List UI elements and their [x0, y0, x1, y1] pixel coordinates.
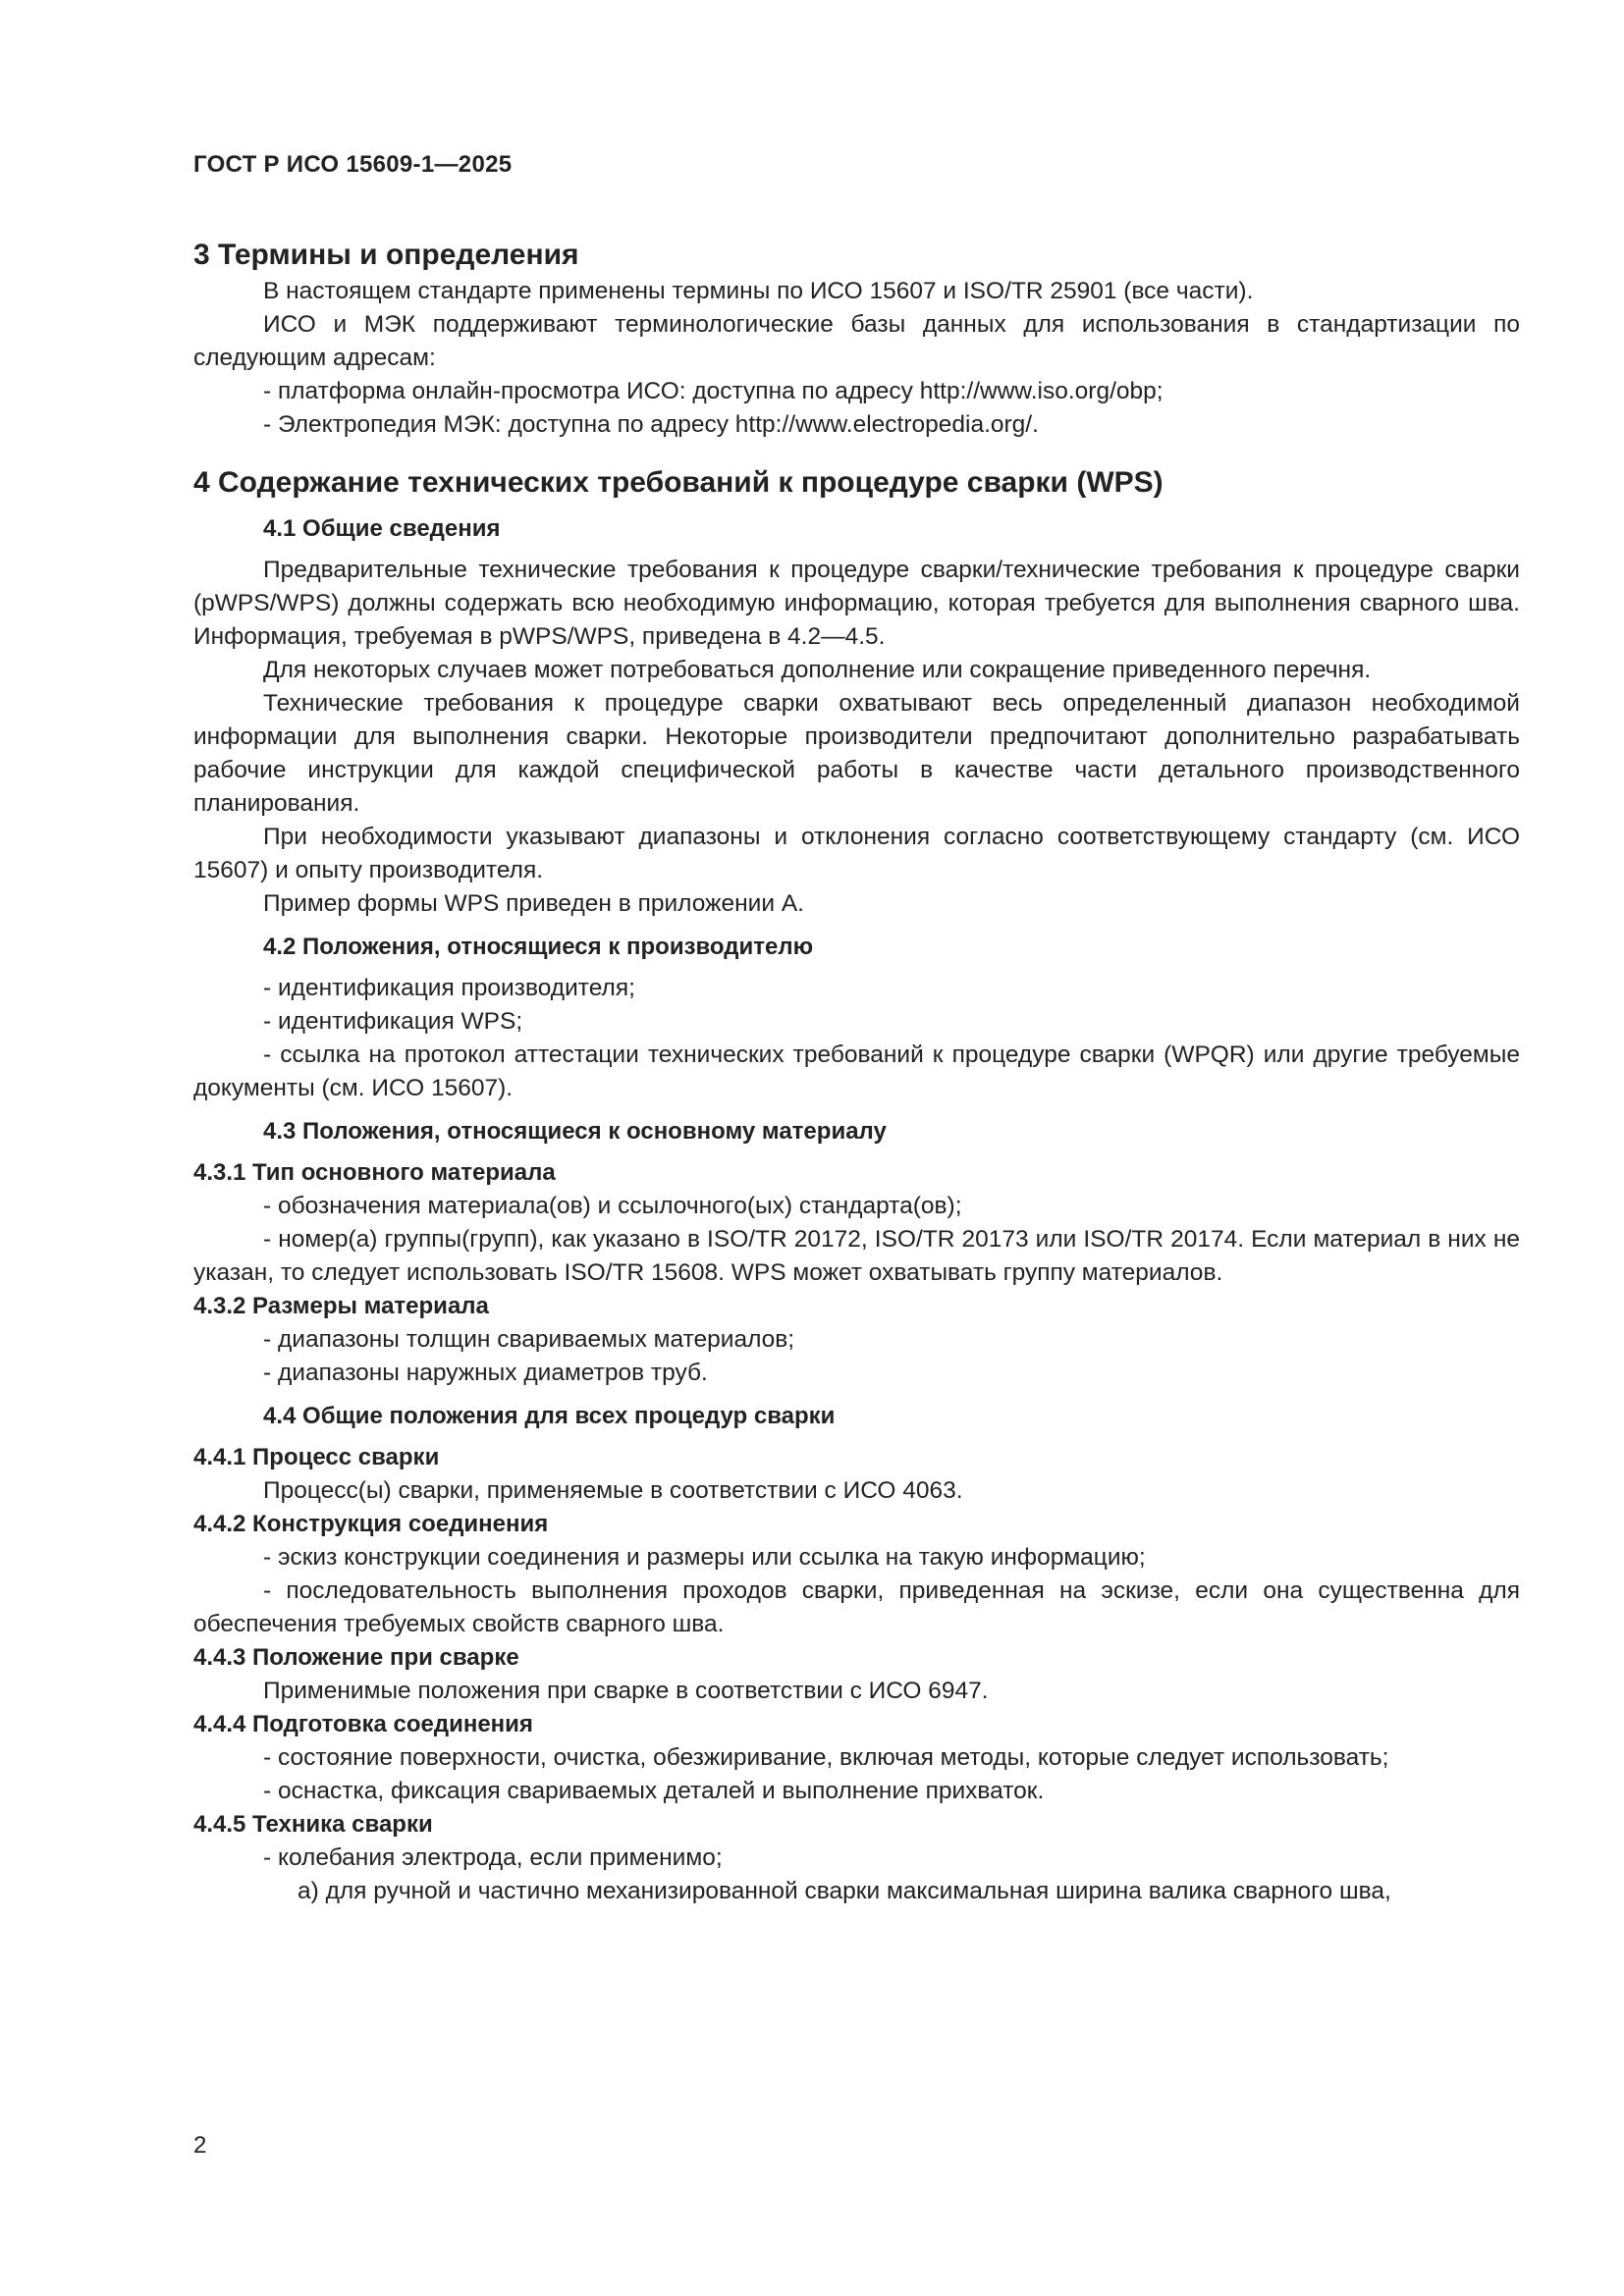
section-3-heading: 3 Термины и определения: [193, 239, 579, 271]
paragraph: Технические требования к процедуре сварки охватывают весь определенный диапазон необходимой информации для выполнения сварки. Некоторые производители предпочитают дополнительно разрабатывать рабочие инструкции для каждой специфической работы в качестве части детального производственного планирования.: [193, 690, 1520, 817]
section-4-3-heading: 4.3 Положения, относящиеся к основному материалу: [263, 1118, 887, 1145]
paragraph: Для некоторых случаев может потребоваться дополнение или сокращение приведенного перечня.: [263, 657, 1372, 683]
list-item: - последовательность выполнения проходов сварки, приведенная на эскизе, если она существенна для обеспечения требуемых свойств сварного шва.: [193, 1577, 1520, 1637]
section-4-4-1-heading: 4.4.1 Процесс сварки: [193, 1444, 440, 1470]
document-body: [193, 236, 1520, 1908]
list-item: - идентификация WPS;: [263, 1008, 523, 1035]
section-4-2-heading: 4.2 Положения, относящиеся к производителю: [263, 934, 814, 960]
section-4-4-5-heading: 4.4.5 Техника сварки: [193, 1811, 433, 1838]
section-4-4-heading: 4.4 Общие положения для всех процедур сварки: [263, 1403, 836, 1429]
list-item: - номер(а) группы(групп), как указано в ISO/TR 20172, ISO/TR 20173 или ISO/TR 20174. Если материал в них не указан, то следует использовать ISO/TR 15608. WPS может охватывать группу материалов.: [193, 1226, 1520, 1286]
section-4-heading: 4 Содержание технических требований к процедуре сварки (WPS): [193, 466, 1164, 499]
section-4-4-2-heading: 4.4.2 Конструкция соединения: [193, 1511, 549, 1537]
section-4-3-2-heading: 4.3.2 Размеры материала: [193, 1293, 489, 1319]
paragraph: В настоящем стандарте применены термины по ИСО 15607 и ISO/TR 25901 (все части).: [263, 278, 1254, 304]
list-item: - колебания электрода, если применимо;: [263, 1844, 723, 1871]
page-number: 2: [193, 2132, 207, 2159]
list-item: - оснастка, фиксация свариваемых деталей и выполнение прихваток.: [263, 1778, 1045, 1804]
document-header: ГОСТ Р ИСО 15609-1—2025: [193, 151, 513, 178]
section-4-4-3-heading: 4.4.3 Положение при сварке: [193, 1644, 519, 1671]
list-item: - эскиз конструкции соединения и размеры или ссылка на такую информацию;: [263, 1544, 1146, 1571]
paragraph: Применимые положения при сварке в соответствии с ИСО 6947.: [263, 1678, 989, 1704]
section-4-3-1-heading: 4.3.1 Тип основного материала: [193, 1159, 556, 1186]
list-item: - ссылка на протокол аттестации технических требований к процедуре сварки (WPQR) или другие требуемые документы (см. ИСО 15607).: [193, 1041, 1520, 1101]
paragraph: ИСО и МЭК поддерживают терминологические базы данных для использования в стандартизации по следующим адресам:: [193, 311, 1520, 371]
list-item: - Электропедия МЭК: доступна по адресу http://www.electropedia.org/.: [263, 411, 1039, 438]
paragraph: Процесс(ы) сварки, применяемые в соответствии с ИСО 4063.: [263, 1477, 963, 1504]
list-item: - идентификация производителя;: [263, 975, 635, 1001]
list-item: - состояние поверхности, очистка, обезжиривание, включая методы, которые следует использовать;: [263, 1744, 1389, 1771]
paragraph: Пример формы WPS приведен в приложении А.: [263, 890, 804, 917]
list-item: - диапазоны наружных диаметров труб.: [263, 1360, 708, 1386]
section-4-4-4-heading: 4.4.4 Подготовка соединения: [193, 1711, 533, 1737]
section-4-1-heading: 4.1 Общие сведения: [263, 515, 501, 542]
list-item: - диапазоны толщин свариваемых материалов;: [263, 1326, 795, 1353]
list-item: - платформа онлайн-просмотра ИСО: доступна по адресу http://www.iso.org/obp;: [263, 378, 1164, 404]
list-item: а) для ручной и частично механизированной сварки максимальная ширина валика сварного шва,: [298, 1878, 1391, 1904]
paragraph: Предварительные технические требования к процедуре сварки/технические требования к процедуре сварки (pWPS/WPS) должны содержать всю необходимую информацию, которая требуется для выполнения сварного шва. Информация, требуемая в pWPS/WPS, приведена в 4.2—4.5.: [193, 557, 1520, 650]
list-item: - обозначения материала(ов) и ссылочного(ых) стандарта(ов);: [263, 1193, 962, 1219]
paragraph: При необходимости указывают диапазоны и отклонения согласно соответствующему стандарту (см. ИСО 15607) и опыту производителя.: [193, 824, 1520, 883]
